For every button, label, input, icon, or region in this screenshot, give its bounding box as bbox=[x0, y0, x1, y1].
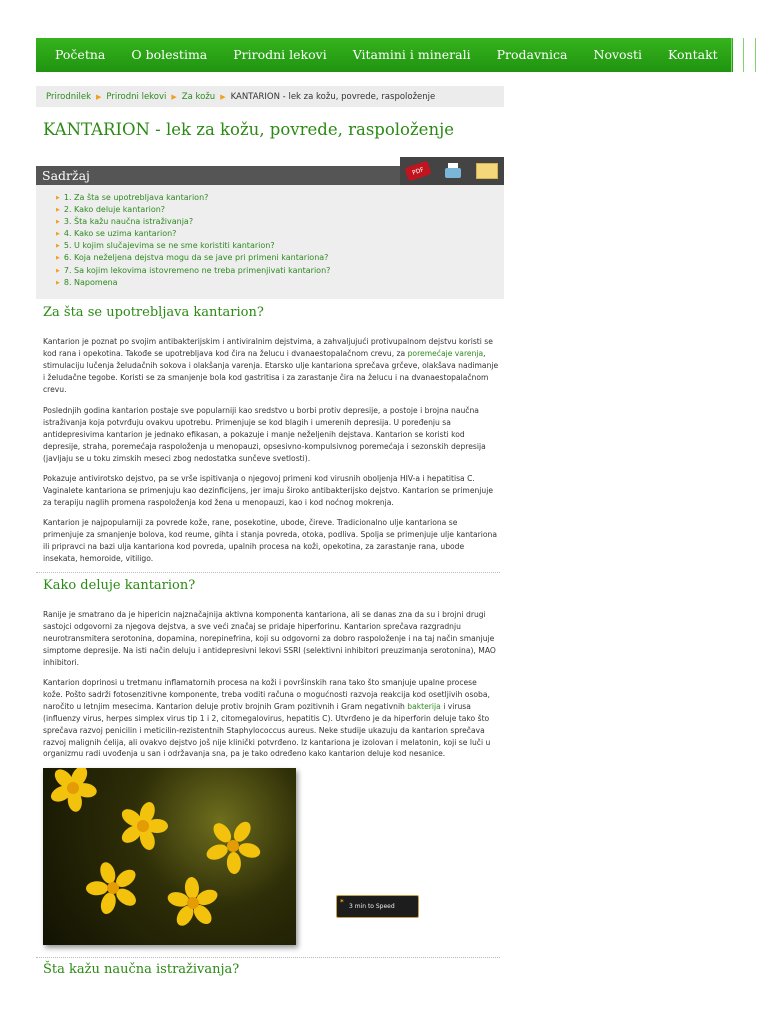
breadcrumb-link-za-kozu[interactable]: Za kožu bbox=[181, 91, 216, 102]
breadcrumb-arrow-icon: ▶ bbox=[96, 92, 102, 101]
paragraph-text: , stimulaciju lučenja želudačnih sokova i olakšanja varenja. Etarsko ulje kantariona sprečava grčeve, olakšava nadimanje i želudačne tegobe. Koristi se za smanjenje bola kod gastritisa i za zarastanje čira na želucu i na dvanaestopalačnom crevu. bbox=[43, 348, 499, 394]
nav-item-prodavnica[interactable]: Prodavnica bbox=[496, 47, 568, 62]
section-divider bbox=[36, 572, 500, 573]
toc-item[interactable]: ▶ 4. Kako se uzima kantarion? bbox=[56, 228, 504, 240]
paragraph: Poslednjih godina kantarion postaje sve popularniji kao sredstvo u borbi protiv depresije, a postoje i brojna naučna istraživanja koja potvrđuju ovakvu upotrebu. Primenjuje se kod blagih i umerenih depresija. U poređenju sa antidepresivima kantarion je jednako efikasan, a pokazuje i manje neželjenih dejstava. Kantarion se koristi kod depresije, straha, poremećaja raspoloženja u menopauzi, opsesivno-kompulsivnog poremećaja i sezonskih depresija (javljaju se u toku zimskih meseci zbog nedostatka sunčeve svetlosti). bbox=[43, 406, 486, 463]
paragraph-text: Kantarion je poznat po svojim antibakterijskim i antiviralnim dejstvima, a zahvaljujući protivupalnom dejstvu koristi se kod rana i opekotina. Takođe se upotrebljava kod čira na želucu i dvanaestopalačnom crevu, za bbox=[43, 337, 493, 358]
toc-tools bbox=[400, 157, 504, 185]
toc-item[interactable]: ▶ 3. Šta kažu naučna istraživanja? bbox=[56, 216, 504, 228]
page-title: KANTARION - lek za kožu, povrede, raspoloženje bbox=[43, 120, 454, 139]
breadcrumb-link-prirodni-lekovi[interactable]: Prirodni lekovi bbox=[106, 91, 167, 102]
nav-item-kontakt[interactable]: Kontakt bbox=[668, 47, 718, 62]
email-icon[interactable] bbox=[476, 163, 498, 179]
nav-item-novosti[interactable]: Novosti bbox=[593, 47, 643, 62]
toc-item[interactable]: ▶ 7. Sa kojim lekovima istovremeno ne treba primenjivati kantarion? bbox=[56, 265, 504, 277]
section-heading-upotreba: Za šta se upotrebljava kantarion? bbox=[43, 305, 264, 320]
speed-badge-label: 3 min to Speed bbox=[349, 903, 395, 910]
toc-heading: Sadržaj bbox=[36, 166, 504, 185]
main-nav bbox=[36, 38, 733, 72]
link-bakterija[interactable]: bakterija bbox=[407, 701, 441, 711]
nav-decoration bbox=[731, 38, 767, 72]
nav-item-prirodni-lekovi[interactable]: Prirodni lekovi bbox=[233, 47, 327, 62]
toc-item[interactable]: ▶ 1. Za šta se upotrebljava kantarion? bbox=[56, 192, 504, 204]
toc-item[interactable]: ▶ 6. Koja neželjena dejstva mogu da se jave pri primeni kantariona? bbox=[56, 252, 504, 264]
section-heading-kako-deluje: Kako deluje kantarion? bbox=[43, 578, 196, 593]
paragraph-text: Kantarion doprinosi u tretmanu inflamatornih procesa na koži i površinskih rana tako što smanjuje upalne procese kože. Pošto sadrži fotosenzitivne komponente, treba voditi računa o mogućnosti razvoja reakcija kod osetljivih osoba, naročito u letnjim mesecima. Kantarion deluje protiv brojnih Gram pozitivnih i Gram negativnih bbox=[43, 678, 490, 711]
link-poremecaje-varenja[interactable]: poremećaje varenja bbox=[407, 348, 484, 358]
nav-item-vitamini-i-minerali[interactable]: Vitamini i minerali bbox=[352, 47, 471, 62]
paragraph bbox=[43, 677, 499, 760]
section-heading-istrazivanja: Šta kažu naučna istraživanja? bbox=[43, 962, 240, 977]
pdf-icon-label: PDF bbox=[411, 165, 425, 177]
paragraph-text: i virusa (influenzy virus, herpes simplex virus tip 1 i 2, citomegalovirus, hepatitis C). Utvrđeno je da hiperforin deluje tako što sprečava razvoj penicilin i meticilin-rezistentnih Staphylococcus aureus. Neke studije ukazuju da kantarion sprečava razvoj malignih ćelija, ali ovakvo dejstvo još nije klinički potvrđeno. Iz kantariona je izolovan i melatonin, koji se luči u organizmu radi uvođenja u san i održavanja sna, pa je tako određeno kako kantarion deluje kod nesanice. bbox=[43, 701, 491, 759]
paragraph: Kantarion je najpopularniji za povrede kože, rane, posekotine, ubode, čireve. Tradicionalno ulje kantariona se primenjuje za smanjenje bolova, kod reume, gihta i stanja povreda, otoka, podliva. Spolja se primenjuje ulje kantariona ili pripravci na bazi ulja kantariona kod povreda, upalnih procesa na koži, opekotina, za zarastanje rana, ubode insekata, hemoroide, vitiligo. bbox=[43, 518, 498, 563]
toc-item[interactable]: ▶ 5. U kojim slučajevima se ne sme koristiti kantarion? bbox=[56, 240, 504, 252]
section-divider bbox=[36, 957, 500, 958]
breadcrumb-arrow-icon: ▶ bbox=[171, 92, 177, 101]
breadcrumb bbox=[36, 86, 504, 107]
speed-badge[interactable] bbox=[336, 895, 419, 918]
toc-item[interactable]: ▶ 8. Napomena bbox=[56, 277, 504, 289]
pdf-icon[interactable] bbox=[405, 161, 432, 182]
star-icon: * bbox=[340, 898, 344, 906]
print-icon[interactable] bbox=[443, 162, 463, 180]
toc-item[interactable]: ▶ 2. Kako deluje kantarion? bbox=[56, 204, 504, 216]
paragraph: Pokazuje antivirotsko dejstvo, pa se vrše ispitivanja o njegovoj primeni kod virusnih oboljenja HIV-a i hepatitisa C. Vaginalete kantariona se primenjuju kao dezinficijens, jer imaju široko antibakterijsko dejstvo. Kantarion se primenjuje za terapiju naglih promena raspoloženja kod žena u menopauzi, kao i kod noćnog mokrenja. bbox=[43, 474, 494, 507]
breadcrumb-arrow-icon: ▶ bbox=[220, 92, 226, 101]
breadcrumb-link-home[interactable]: Prirodnilek bbox=[46, 91, 91, 102]
breadcrumb-current: KANTARION - lek za kožu, povrede, raspoloženje bbox=[230, 91, 436, 102]
kantarion-flower-photo bbox=[43, 768, 296, 945]
paragraph: Ranije je smatrano da je hipericin najznačajnija aktivna komponenta kantariona, ali se danas zna da su i brojni drugi sastojci odgovorni za njegova dejstva, a sve veći značaj se pridaje hiperforinu. Kantarion sprečava razgradnju neurotransmitera serotonina, dopamina, norepinefrina, koji su odgovorni za dobro raspoloženje i na taj način smanjuje simptome depresije. Na isti način deluju i antidepresivni lekovi SSRI (selektivni inhibitori preuzimanja serotonina), MAO inhibitori. bbox=[43, 610, 496, 667]
nav-item-o-bolestima[interactable]: O bolestima bbox=[131, 47, 208, 62]
toc-list bbox=[36, 185, 504, 299]
paragraph bbox=[43, 336, 499, 396]
nav-item-pocetna[interactable]: Početna bbox=[55, 47, 106, 62]
